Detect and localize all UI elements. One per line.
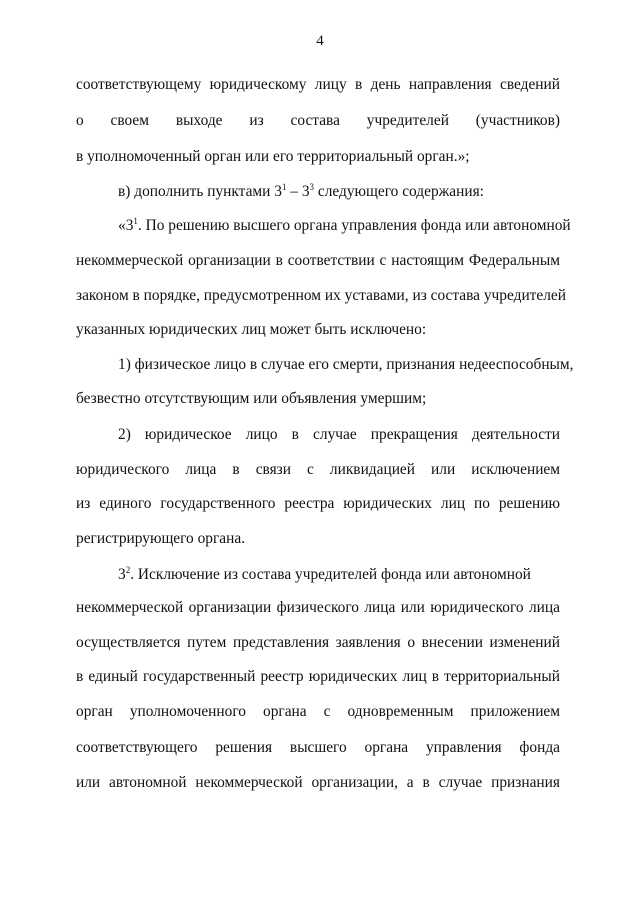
text-line [118,565,560,585]
text-line: о своем выходе из состава учредителей (участников) [76,112,560,129]
text-line: в единый государственный реестр юридических лиц в территориальный [76,668,560,685]
text-line [118,216,571,236]
text-line: соответствующего решения высшего органа управления фонда [76,739,560,756]
superscript: 1 [281,182,287,192]
text-line [118,182,560,202]
superscript: 2 [125,565,131,575]
text-segment: . Исключение из состава учредителей фонда или автономной [130,566,531,583]
text-line: 1) физическое лицо в случае его смерти, признания недееспособным, [118,356,574,373]
text-line: указанных юридических лиц может быть исключено: [76,321,427,338]
text-line: безвестно отсутствующим или объявления умершим; [76,390,427,407]
text-line: некоммерческой организации в соответствии с настоящим Федеральным [76,252,560,269]
text-line: или автономной некоммерческой организации, а в случае признания [76,774,560,791]
text-segment: . По решению высшего органа управления фонда или автономной [137,217,571,234]
superscript: 1 [133,216,138,226]
text-line: законом в порядке, предусмотренном их уставами, из состава учредителей [76,287,566,304]
text-line: некоммерческой организации физического лица или юридического лица [76,599,560,616]
text-segment: следующего содержания: [314,183,484,200]
text-line: соответствующему юридическому лицу в день направления сведений [76,76,560,93]
text-line: 2) юридическое лицо в случае прекращения деятельности [118,426,560,443]
text-segment: в) дополнить пунктами 3 [118,183,282,200]
text-line: осуществляется путем представления заявления о внесении изменений [76,634,560,651]
text-segment: «3 [118,217,134,234]
page-number: 4 [316,33,324,49]
text-line: регистрирующего органа. [76,530,246,547]
text-line: юридического лица в связи с ликвидацией или исключением [76,461,560,478]
text-line: из единого государственного реестра юридических лиц по решению [76,495,560,512]
superscript: 3 [309,182,315,192]
text-line: орган уполномоченного органа с одновременным приложением [76,703,560,720]
text-segment: 3 [118,566,126,583]
text-line: в уполномоченный орган или его территориальный орган.»; [76,148,470,165]
text-segment: – 3 [286,183,310,200]
